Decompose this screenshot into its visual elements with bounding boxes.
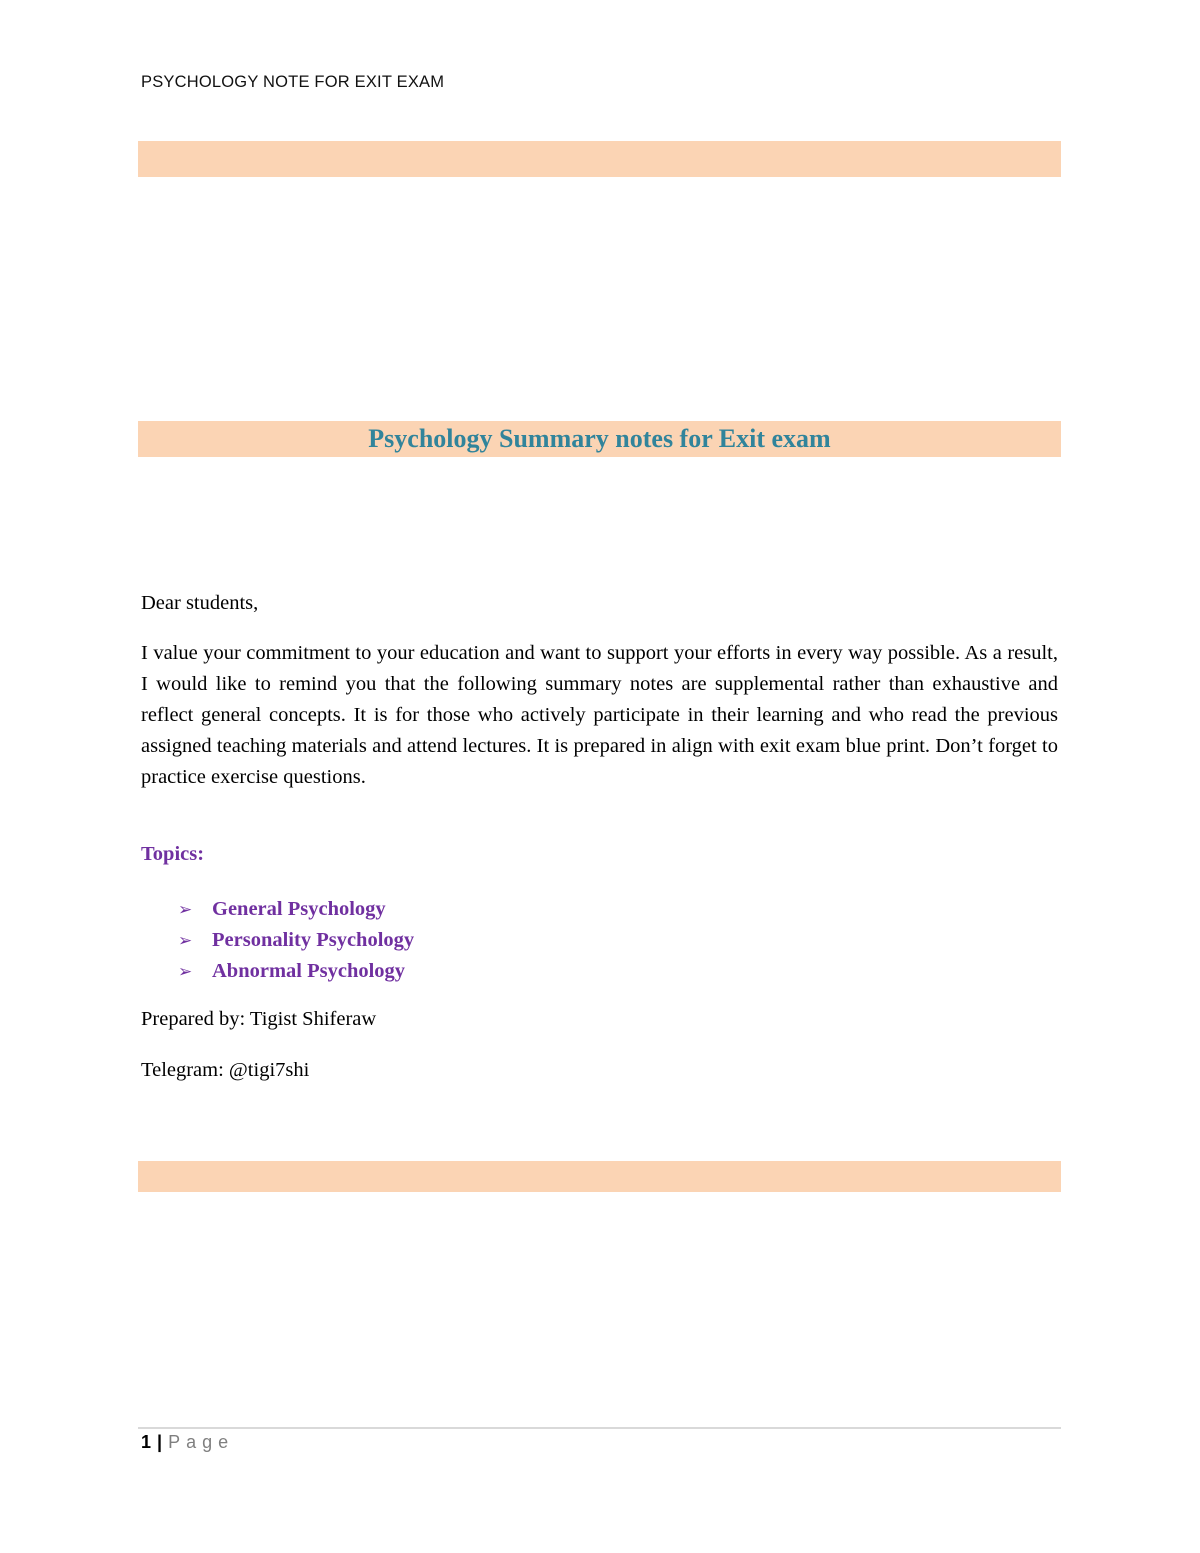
title-band: [138, 421, 1061, 457]
topic-label: Personality Psychology: [212, 929, 415, 951]
salutation: Dear students,: [141, 592, 259, 614]
page-number: 1: [141, 1432, 152, 1452]
decorative-band-top: [138, 141, 1061, 177]
page-footer: [141, 1432, 234, 1453]
document-title: Psychology Summary notes for Exit exam: [368, 424, 831, 453]
arrow-right-icon: ➢: [178, 899, 193, 920]
arrow-right-icon: ➢: [178, 930, 193, 951]
topic-label: General Psychology: [212, 898, 386, 920]
list-item: [178, 894, 414, 925]
arrow-right-icon: ➢: [178, 961, 193, 982]
decorative-band-bottom: [138, 1161, 1061, 1192]
page-label: Page: [168, 1432, 235, 1452]
list-item: [178, 925, 414, 956]
list-item: [178, 956, 414, 987]
footer-divider: [138, 1427, 1061, 1429]
prepared-by: Prepared by: Tigist Shiferaw: [141, 1008, 377, 1030]
topic-list: [178, 894, 414, 987]
topic-label: Abnormal Psychology: [212, 960, 406, 982]
intro-paragraph: I value your commitment to your education and want to support your efforts in every way possible. As a result, I would like to remind you that the following summary notes are supplemental rather than exhaustive and reflect general concepts. It is for those who actively participate in their learning and who read the previous assigned teaching materials and attend lectures. It is prepared in align with exit exam blue print. Don’t forget to practice exercise questions.: [141, 642, 1058, 788]
running-header: PSYCHOLOGY NOTE FOR EXIT EXAM: [141, 73, 445, 91]
footer-separator: |: [157, 1432, 163, 1452]
telegram-contact: Telegram: @tigi7shi: [141, 1059, 310, 1081]
topics-heading: Topics:: [141, 843, 205, 865]
